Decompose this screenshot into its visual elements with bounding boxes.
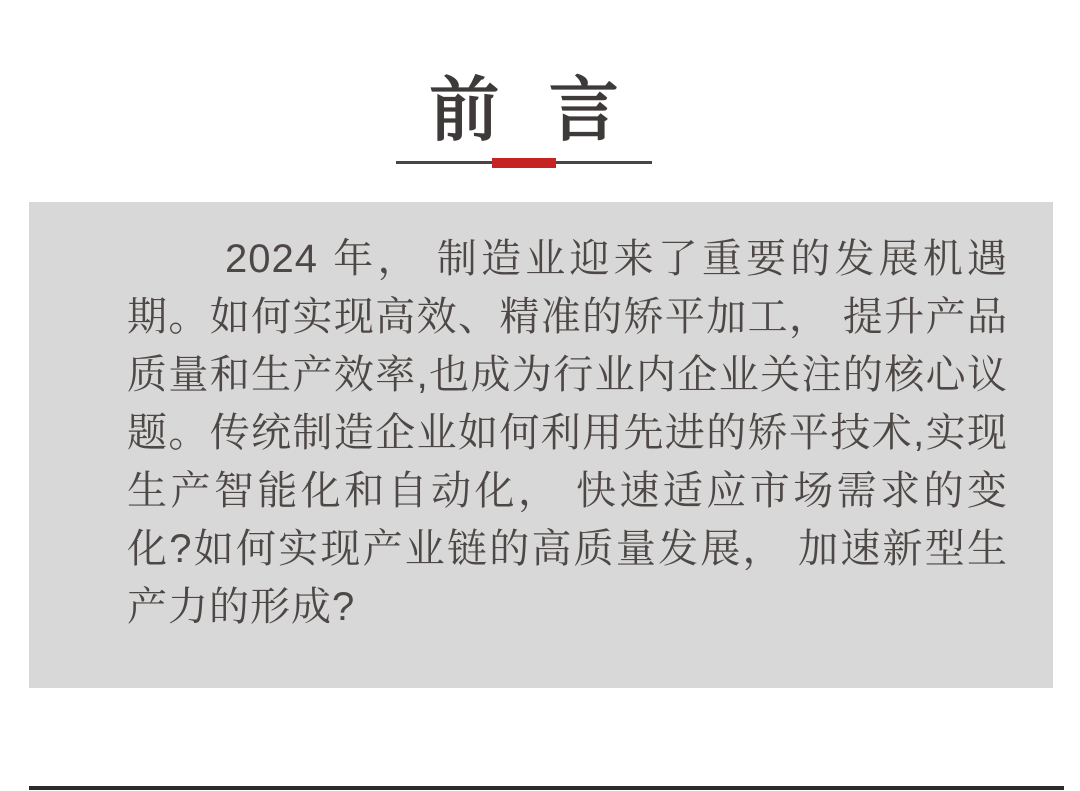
- intro-panel: [29, 202, 1053, 688]
- footer-rule: [29, 786, 1064, 790]
- page-title: 前 言: [429, 71, 619, 149]
- intro-paragraph: 2024 年， 制造业迎来了重要的发展机遇期。如何实现高效、精准的矫平加工， 提升产品质量和生产效率,也成为行业内企业关注的核心议题。传统制造企业如何利用先进的矫平技术,实现生产智能化和自动化， 快速适应市场需求的变化?如何实现产业链的高质量发展， 加速新型生产力的形成?: [127, 237, 1008, 629]
- title-underline: [396, 161, 652, 164]
- preface-header: [0, 71, 1048, 164]
- title-underline-accent: [492, 158, 556, 168]
